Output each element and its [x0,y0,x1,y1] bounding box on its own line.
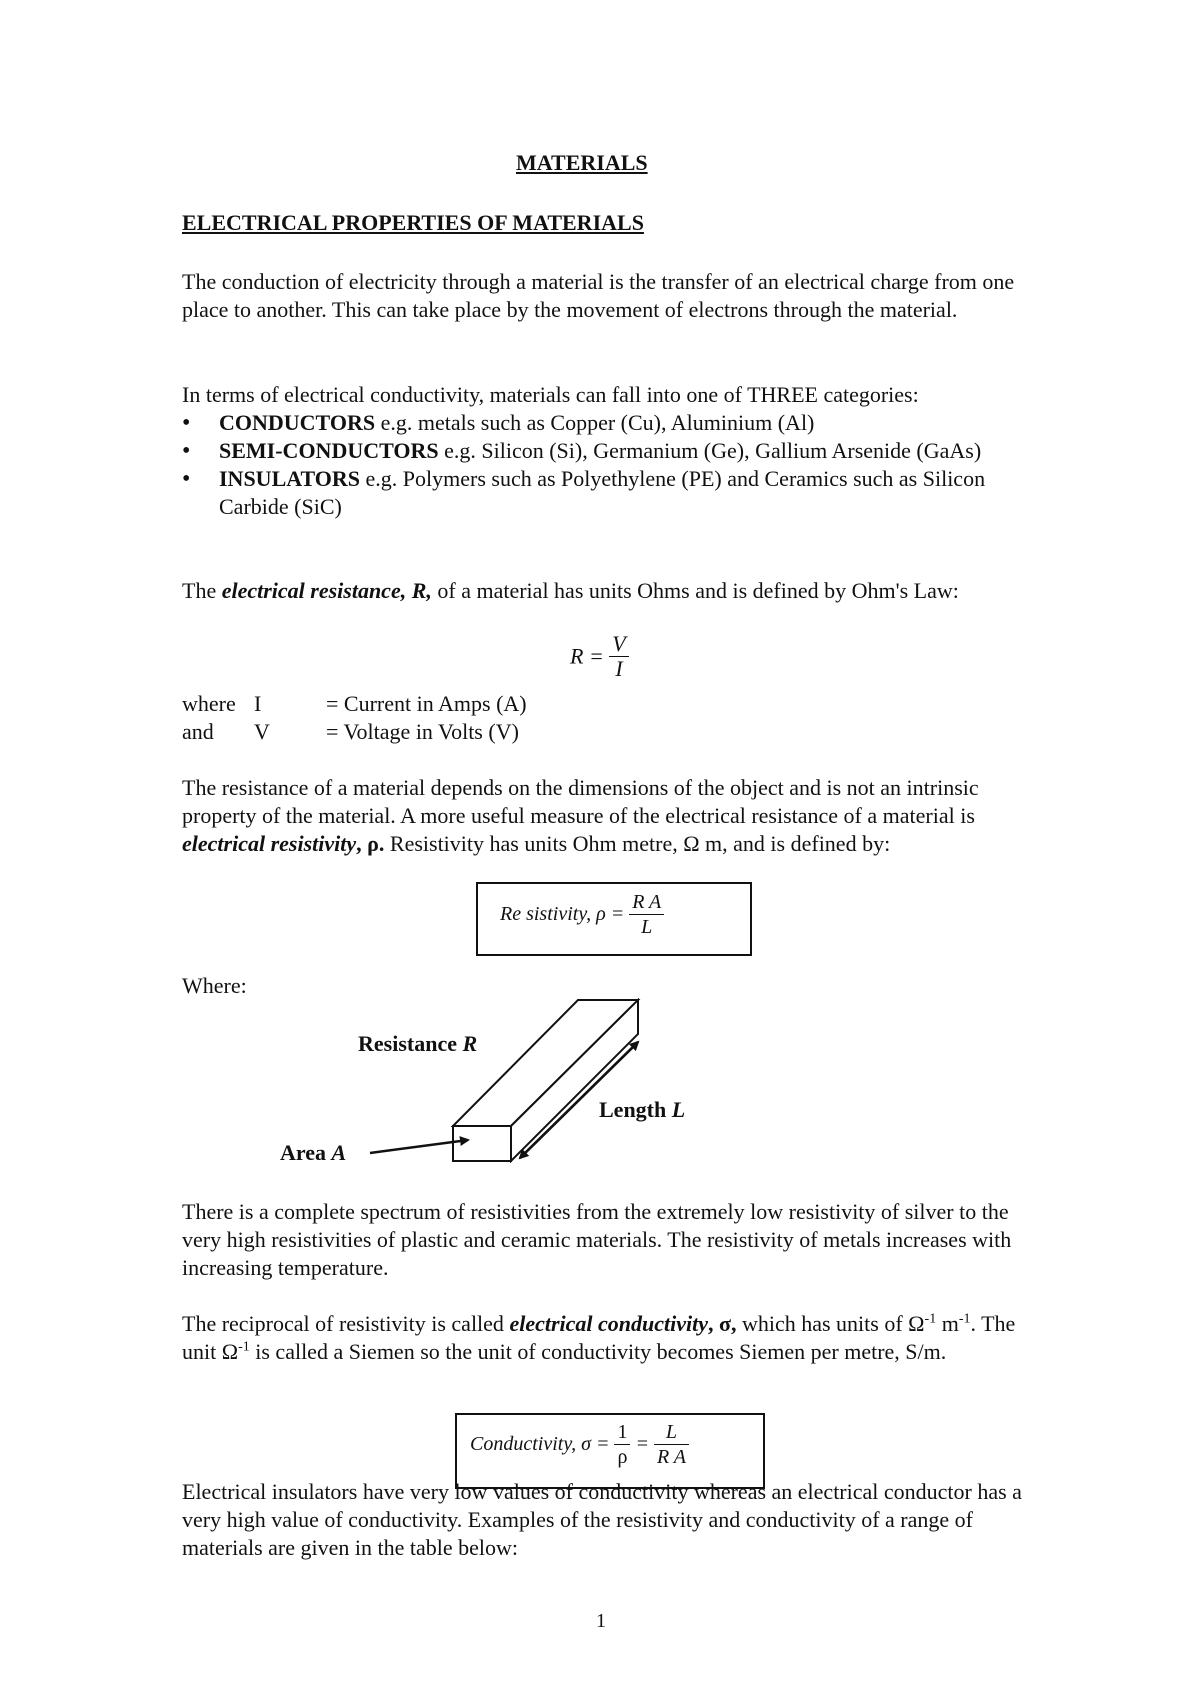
conductivity-fraction-1 [614,1420,630,1469]
definition-symbol: I [254,691,262,716]
ohms-law-formula [570,632,629,681]
conductivity-sup1: -1 [924,1311,937,1327]
resistivity-formula [500,890,664,939]
page-number: 1 [596,1610,606,1632]
conductivity-formula [470,1420,689,1469]
where-label: Where: [182,973,247,998]
definition-symbol: V [254,719,270,744]
resistivity-lhs: Re sistivity, ρ = [500,903,625,925]
resistivity-pre: The resistance of a material depends on the dimensions of the object and is not an intrinsic property of the material. A more useful measure of the electrical resistance of a material is [182,775,979,828]
area-symbol: A [331,1140,347,1165]
resistance-label-text: Resistance [358,1031,463,1056]
length-symbol: L [671,1097,686,1122]
categories-intro: In terms of electrical conductivity, materials can fall into one of THREE categories: [182,382,919,407]
categories-list [182,409,1042,521]
definition-label: where [182,691,236,716]
resistance-pre: The [182,578,222,603]
resistance-symbol: R [462,1031,478,1056]
definition-row [182,690,527,718]
conductivity-symbol: σ, [719,1311,737,1336]
resistance-term: electrical resistance, R, [221,578,432,603]
conductivity-post3: . The unit Ω [182,1311,1016,1364]
ohm-lhs: R = [570,643,604,669]
insulators-paragraph: Electrical insulators have very low values of conductivity whereas an electrical conductor has a very high value of conductivity. Examples of the resistivity and conductivity of a range of materials are given in the table below: [182,1479,1022,1560]
conductivity-denominator-1: ρ [617,1446,628,1468]
conductivity-post2: m [936,1311,959,1336]
definition-meaning: = Current in Amps (A) [326,691,527,716]
conductivity-denominator-2: R A [656,1446,687,1468]
category-text: e.g. Polymers such as Polyethylene (PE) and Ceramics such as Silicon Carbide (SiC) [219,466,986,519]
list-item [182,409,1042,437]
category-term: SEMI-CONDUCTORS [219,438,439,463]
ohm-denominator: I [615,656,623,681]
resistance-paragraph [182,577,1042,605]
area-label-text: Area [280,1140,332,1165]
category-text: e.g. Silicon (Si), Germanium (Ge), Gallium Arsenide (GaAs) [438,438,982,463]
category-term: INSULATORS [219,466,361,491]
conductivity-paragraph [182,1310,1042,1366]
resistivity-symbol: ρ. [367,831,385,856]
resistivity-post: Resistivity has units Ohm metre, Ω m, and is defined by: [384,831,891,856]
section-heading: ELECTRICAL PROPERTIES OF MATERIALS [182,210,644,235]
conductivity-lhs: Conductivity, σ = [470,1433,610,1455]
resistivity-paragraph [182,774,1042,858]
conductivity-mid: , [708,1311,719,1336]
length-label-text: Length [599,1097,672,1122]
resistance-label [358,1031,477,1057]
area-label [280,1140,346,1166]
conductivity-sup2: -1 [958,1311,971,1327]
definition-label: and [182,719,214,744]
list-item [182,437,1042,465]
intro-paragraph: The conduction of electricity through a material is the transfer of an electrical charge from one place to another. This can take place by the movement of electrons through the material. [182,269,1015,322]
conductivity-post4: is called a Siemen so the unit of conductivity becomes Siemen per metre, S/m. [249,1339,947,1364]
page-title: MATERIALS [516,150,648,175]
definition-meaning: = Voltage in Volts (V) [326,719,519,744]
category-term: CONDUCTORS [219,410,376,435]
conductivity-numerator-2: L [654,1420,689,1445]
bar-front-face [453,1126,511,1161]
definition-row [182,718,519,746]
conductivity-fraction-2 [654,1420,689,1469]
ohm-numerator: V [609,632,628,657]
conductivity-term: electrical conductivity [509,1311,708,1336]
spectrum-paragraph: There is a complete spectrum of resistivities from the extremely low resistivity of silver to the very high resistivities of plastic and ceramic materials. The resistivity of metals increases with increasing temperature. [182,1199,1012,1280]
resistivity-fraction [629,890,664,939]
conductivity-sup3: -1 [238,1339,250,1355]
resistance-post: of a material has units Ohms and is defined by Ohm's Law: [431,578,959,603]
ohm-fraction [609,632,628,681]
resistivity-denominator: L [641,916,653,938]
conductivity-post1: which has units of Ω [736,1311,925,1336]
category-text: e.g. metals such as Copper (Cu), Aluminium (Al) [375,410,815,435]
conductivity-equals: = [635,1433,649,1455]
resistivity-term: electrical resistivity [182,831,357,856]
resistivity-mid: , [356,831,368,856]
list-item [182,465,1042,521]
conductivity-numerator-1: 1 [614,1420,630,1445]
length-label [599,1097,685,1123]
resistivity-numerator: R A [629,890,664,915]
conductivity-pre: The reciprocal of resistivity is called [182,1311,510,1336]
